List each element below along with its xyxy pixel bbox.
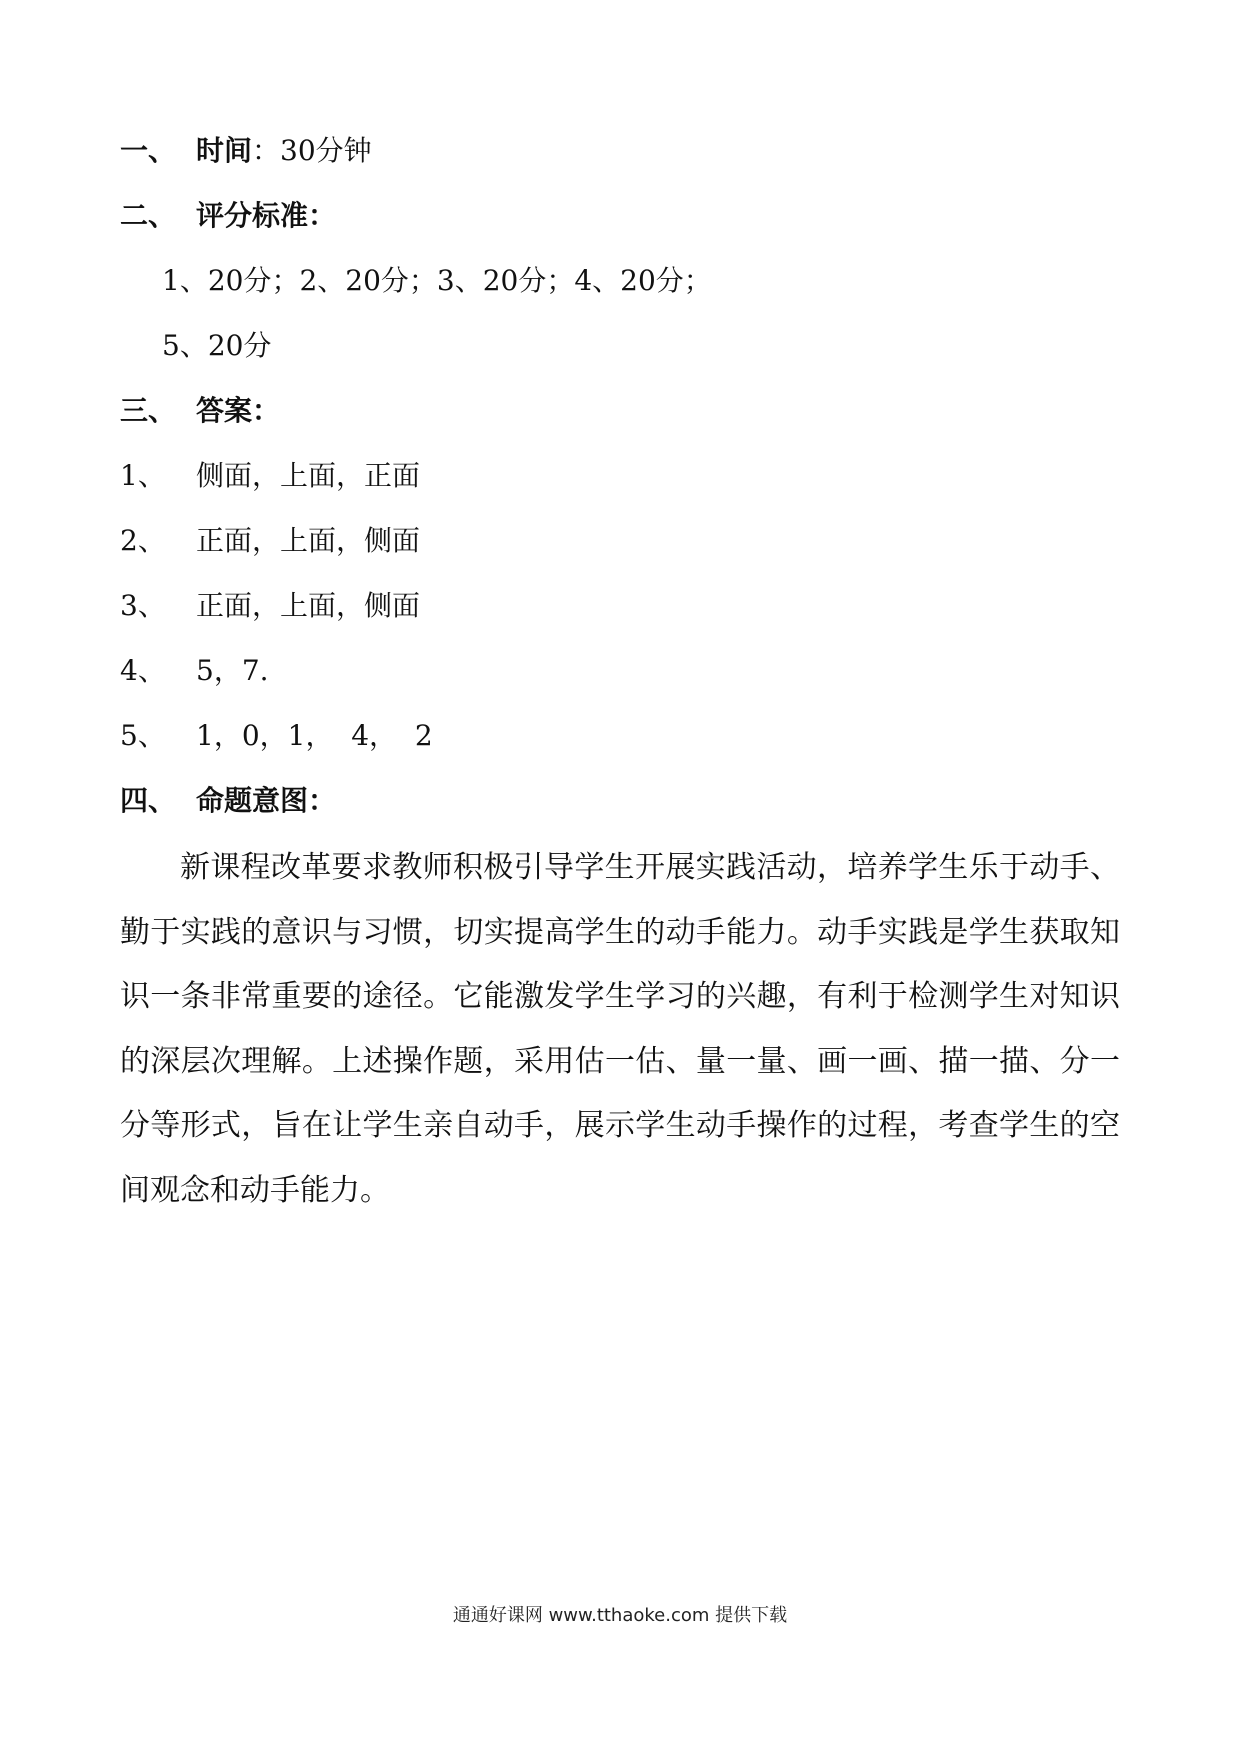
answer-text: 5，7. (196, 654, 269, 687)
scoring-line-2: 5、20分 (162, 329, 272, 362)
footer-credit: 通通好课网 www.tthaoke.com 提供下载 (452, 1605, 788, 1626)
answer-item (120, 521, 420, 561)
scoring-line-1: 1、20分；2、20分；3、20分；4、20分； (162, 264, 712, 297)
answer-number: 1、 (120, 459, 166, 492)
answer-item (120, 716, 433, 756)
section-number: 二、 (120, 199, 177, 232)
answer-text: 正面，上面，侧面 (196, 589, 421, 622)
answer-text: 侧面，上面，正面 (196, 459, 421, 492)
section-scoring (120, 196, 336, 236)
section-label: 评分标准： (196, 199, 337, 232)
section-intent (120, 781, 336, 821)
section-label: 时间 (196, 134, 253, 167)
answer-number: 2、 (120, 524, 166, 557)
answer-number: 3、 (120, 589, 166, 622)
section-label: 答案： (196, 394, 281, 427)
section-number: 三、 (120, 394, 177, 427)
answer-number: 4、 (120, 654, 166, 687)
answer-item (120, 456, 420, 496)
intent-paragraph: 新课程改革要求教师积极引导学生开展实践活动，培养学生乐于动手、勤于实践的意识与习惯，切实提高学生的动手能力。动手实践是学生获取知识一条非常重要的途径。它能激发学生学习的兴趣，有利于检测学生对知识的深层次理解。上述操作题，采用估一估、量一量、画一画、描一描、分一分等形式，旨在让学生亲自动手，展示学生动手操作的过程，考查学生的空间观念和动手能力。 (120, 850, 1120, 1208)
answer-text: 1，0，1， 4， 2 (196, 719, 433, 752)
answer-text: 正面，上面，侧面 (196, 524, 421, 557)
section-time (120, 131, 372, 171)
answer-number: 5、 (120, 719, 166, 752)
answer-item (120, 586, 420, 626)
answer-item (120, 651, 269, 691)
section-label: 命题意图： (196, 784, 337, 817)
time-value: ：30分钟 (252, 134, 372, 167)
section-number: 四、 (120, 784, 177, 817)
section-number: 一、 (120, 134, 177, 167)
section-answers (120, 391, 280, 431)
